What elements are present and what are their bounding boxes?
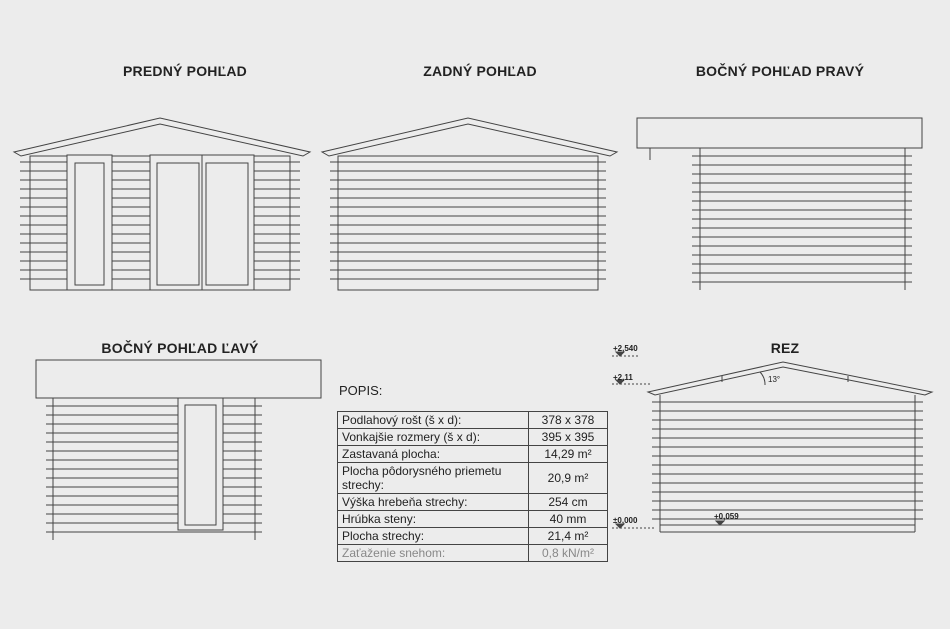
elevation-top: +2,540 xyxy=(613,344,638,353)
left-side-view-title: BOČNÝ POHĽAD ĽAVÝ xyxy=(101,340,259,356)
spec-row xyxy=(338,463,608,494)
spec-key: Podlahový rošt (š x d): xyxy=(338,412,529,429)
back-view-title: ZADNÝ POHĽAD xyxy=(423,63,537,79)
right-side-view-drawing xyxy=(637,118,922,290)
spec-row xyxy=(338,528,608,545)
front-view-title: PREDNÝ POHĽAD xyxy=(123,63,247,79)
spec-row xyxy=(338,545,608,562)
spec-table xyxy=(337,411,608,562)
back-view-drawing xyxy=(322,118,617,290)
section-view-title: REZ xyxy=(770,340,800,356)
spec-value: 254 cm xyxy=(529,494,608,511)
elevation-ground: ±0,000 xyxy=(613,516,638,525)
popis-label: POPIS: xyxy=(339,383,383,398)
spec-key: Výška hrebeňa strechy: xyxy=(338,494,529,511)
spec-row xyxy=(338,446,608,463)
spec-key: Zaťaženie snehom: xyxy=(338,545,529,562)
spec-value: 20,9 m² xyxy=(529,463,608,494)
spec-key: Zastavaná plocha: xyxy=(338,446,529,463)
spec-key: Vonkajšie rozmery (š x d): xyxy=(338,429,529,446)
spec-value: 21,4 m² xyxy=(529,528,608,545)
spec-value: 395 x 395 xyxy=(529,429,608,446)
right-side-view-title: BOČNÝ POHĽAD PRAVÝ xyxy=(695,63,865,79)
spec-value: 40 mm xyxy=(529,511,608,528)
spec-key: Plocha strechy: xyxy=(338,528,529,545)
spec-value: 378 x 378 xyxy=(529,412,608,429)
spec-key: Plocha pôdorysného priemetu strechy: xyxy=(338,463,529,494)
spec-value: 0,8 kN/m² xyxy=(529,545,608,562)
spec-value: 14,29 m² xyxy=(529,446,608,463)
spec-row xyxy=(338,494,608,511)
spec-row xyxy=(338,429,608,446)
spec-row xyxy=(338,412,608,429)
elevation-floor: +0,059 xyxy=(714,512,739,521)
spec-row xyxy=(338,511,608,528)
front-view-drawing xyxy=(14,118,310,290)
left-side-view-drawing xyxy=(36,360,321,540)
elevation-eave: +2,11 xyxy=(613,373,633,382)
roof-angle: 13° xyxy=(768,375,781,384)
spec-key: Hrúbka steny: xyxy=(338,511,529,528)
